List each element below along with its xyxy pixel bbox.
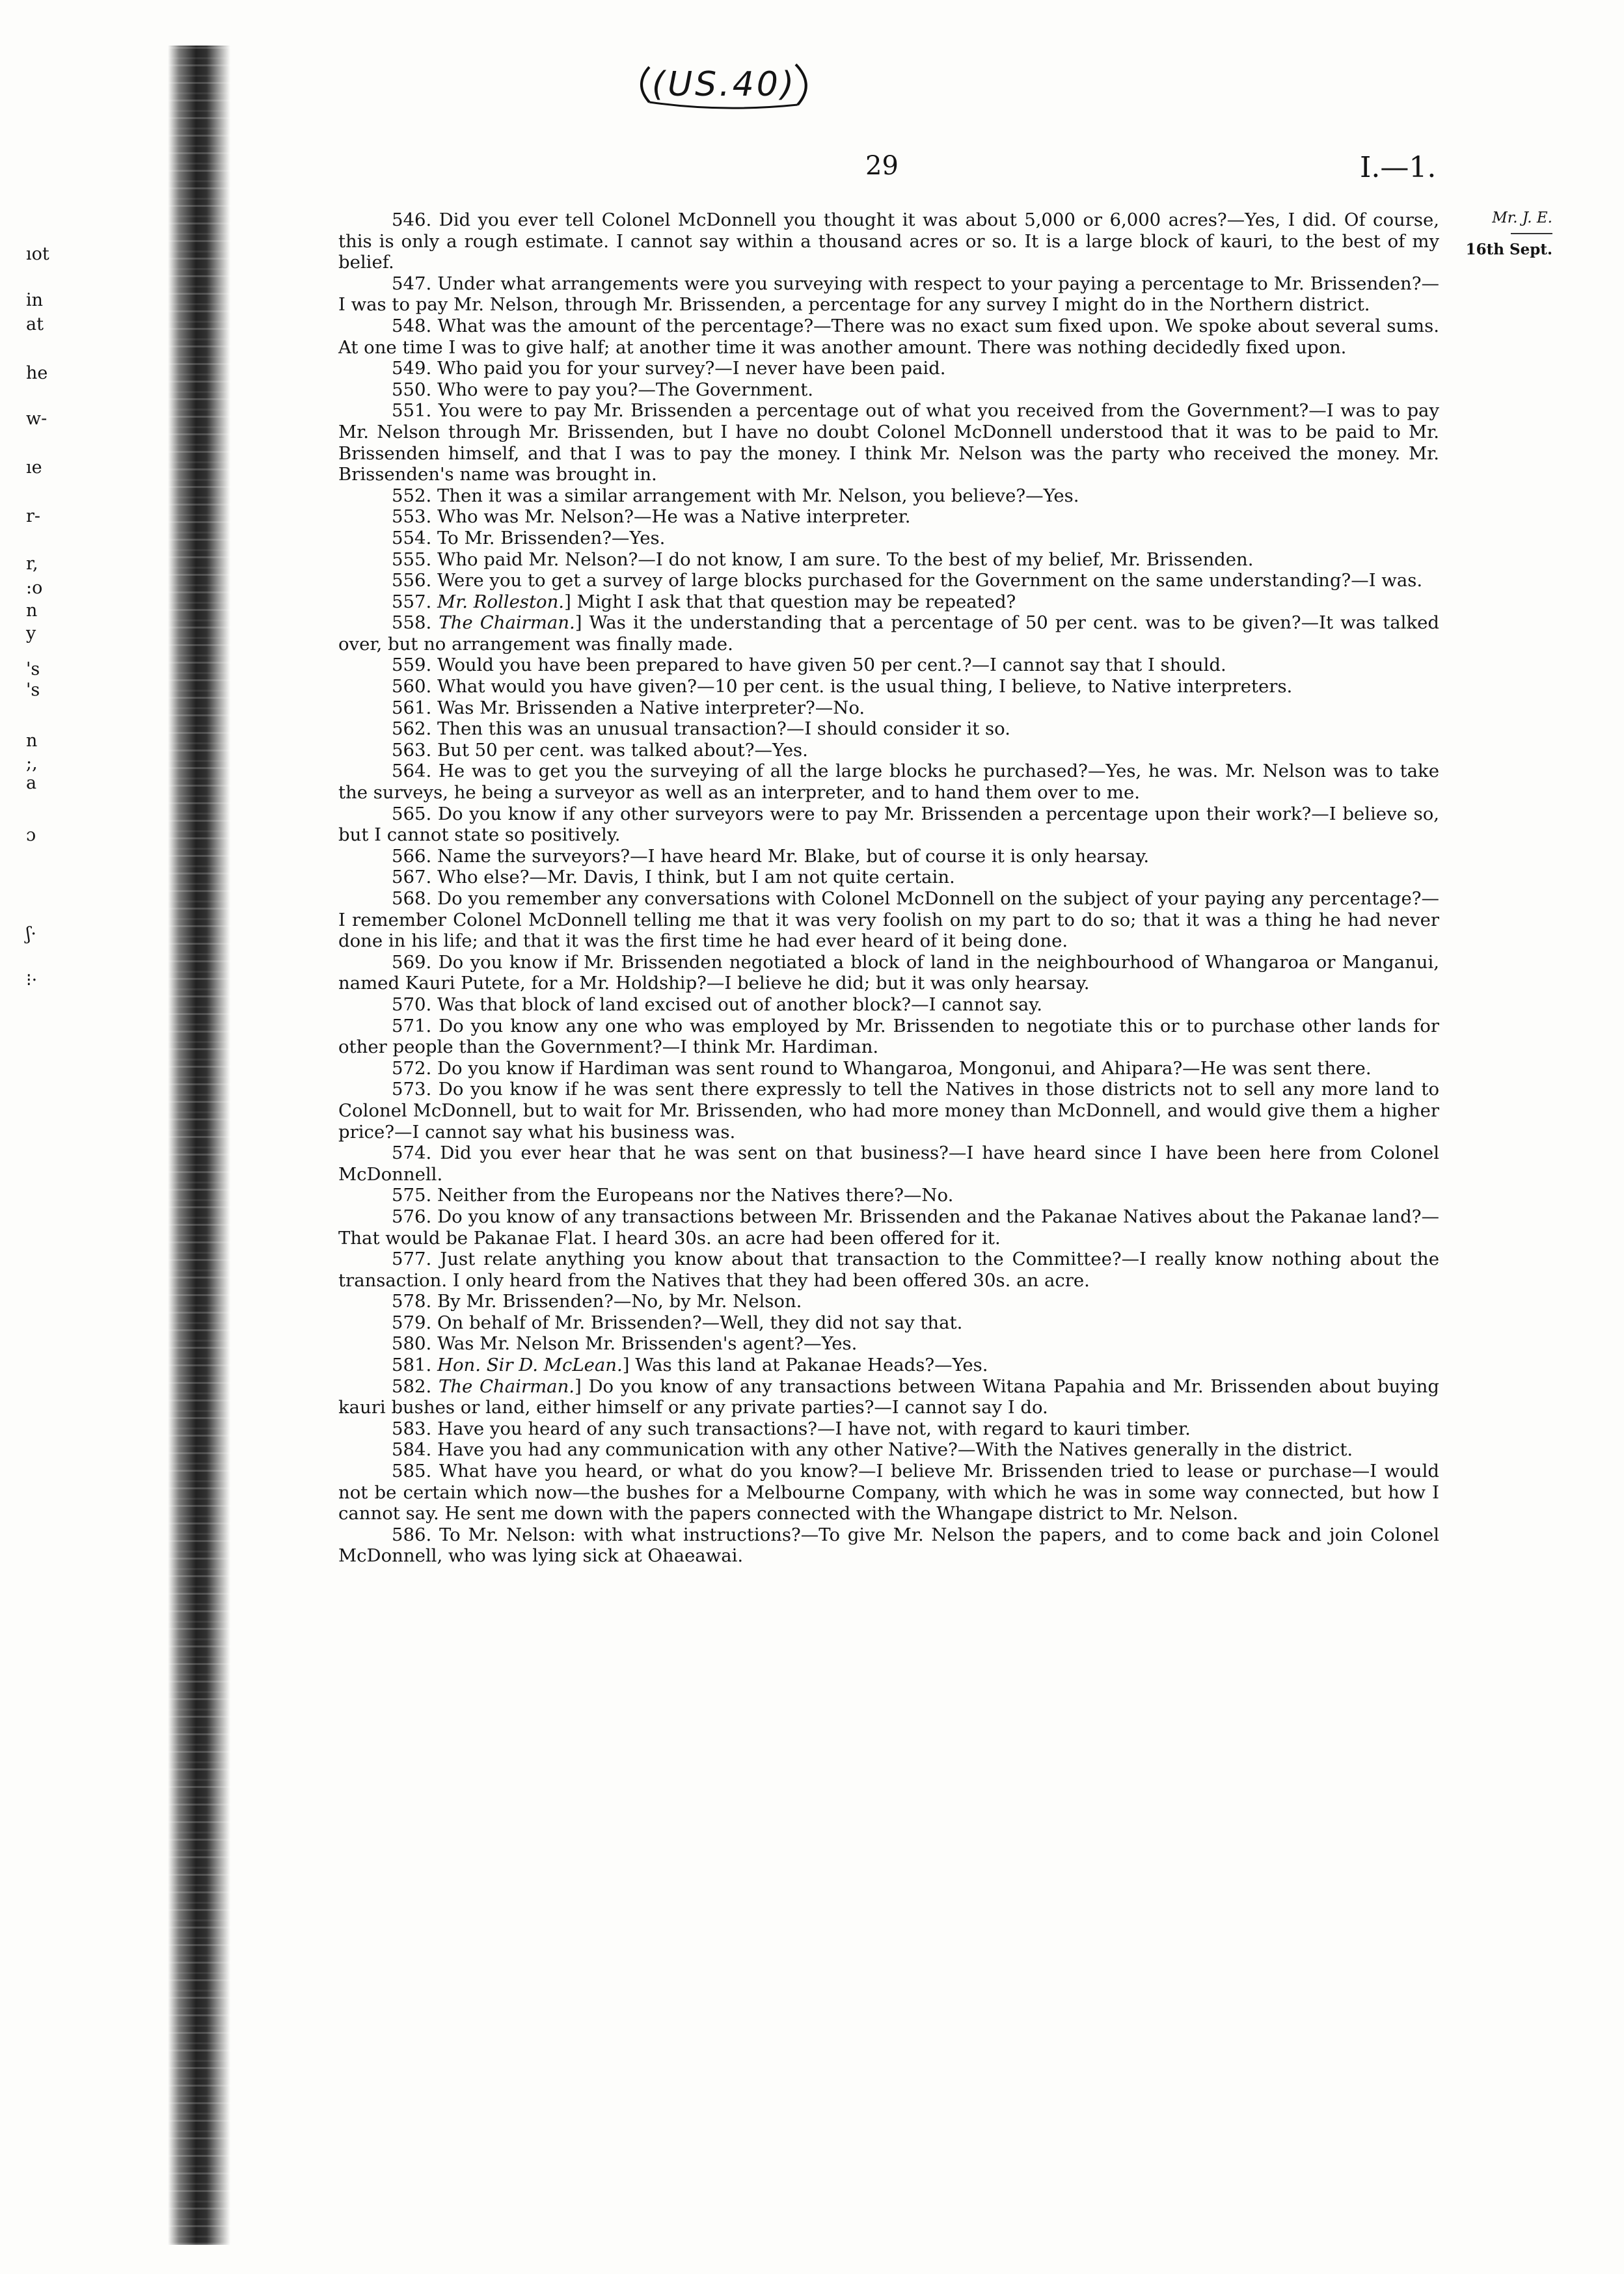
question-answer: 571. Do you know any one who was employed by Mr. Brissenden to negotiate this or to purchase other lands for other people than the Government?—I think Mr. Hardiman. xyxy=(338,1015,1439,1058)
question-answer: 553. Who was Mr. Nelson?—He was a Native interpreter. xyxy=(392,506,911,528)
question-answer: 570. Was that block of land excised out of another block?—I cannot say. xyxy=(392,994,1042,1015)
margin-fragment: ıot xyxy=(26,244,49,264)
margin-fragment: r, xyxy=(26,554,38,574)
question-answer: 566. Name the surveyors?—I have heard Mr. Blake, but of course it is only hearsay. xyxy=(392,845,1150,867)
page-binding-shadow xyxy=(168,46,230,2245)
margin-fragment: n xyxy=(26,601,38,621)
question-answer: 580. Was Mr. Nelson Mr. Brissenden's agent?—Yes. xyxy=(392,1333,858,1355)
speaker-name: Mr. Rolleston. xyxy=(437,591,565,612)
question-answer: 547. Under what arrangements were you surveying with respect to your paying a percentage to Mr. Brissenden?—I was to pay Mr. Nelson, through Mr. Brissenden, a percentage for any survey I might do in the Northern district. xyxy=(338,273,1439,316)
question-answer: 551. You were to pay Mr. Brissenden a percentage out of what you received from the Government?—I was to pay Mr. Nelson through Mr. Brissenden, but I have no doubt Colonel McDonnell understood that it was to be paid to Mr. Brissenden himself, and that I was to pay the money. I think Mr. Nelson was the party who received the money. Mr. Brissenden's name was brought in. xyxy=(338,400,1439,485)
speaker-name: The Chairman. xyxy=(439,612,575,634)
question-answer xyxy=(338,591,1439,613)
stamp-text: (US.40) xyxy=(651,65,797,104)
margin-fragment: ʃ· xyxy=(26,924,36,944)
question-answer: 546. Did you ever tell Colonel McDonnell you thought it was about 5,000 or 6,000 acres?—Yes, I did. Of course, this is only a rough estimate. I cannot say within a thousand acres or so. It is a large block of kauri, to the best of my belief. xyxy=(338,210,1439,273)
question-answer: 555. Who paid Mr. Nelson?—I do not know, I am sure. To the best of my belief, Mr. Brissenden. xyxy=(392,548,1254,570)
question-answer: 568. Do you remember any conversations with Colonel McDonnell on the subject of your paying any percentage?—I remember Colonel McDonnell telling me that it was very foolish on my part to do so; that it was a thing he had never done in his life; and that it was the first time he had ever heard of it being done. xyxy=(338,888,1439,952)
question-answer: 573. Do you know if he was sent there expressly to tell the Natives in those districts not to sell any more land to Colonel McDonnell, but to wait for Mr. Brissenden, who had more money than McDonnell, and would give them a higher price?—I cannot say what his business was. xyxy=(338,1079,1439,1143)
margin-fragment: ⁝· xyxy=(26,970,38,990)
margin-fragment: :o xyxy=(26,578,43,598)
witness-name: Mr. J. E. xyxy=(1492,210,1552,226)
margin-fragment: y xyxy=(26,623,36,643)
question-answer: 572. Do you know if Hardiman was sent round to Whangaroa, Mongonui, and Ahipara?—He was sent there. xyxy=(392,1057,1372,1079)
question-answer: 562. Then this was an unusual transaction?—I should consider it so. xyxy=(392,718,1010,740)
question-answer: 550. Who were to pay you?—The Government. xyxy=(392,379,814,400)
handwritten-reference-stamp xyxy=(630,55,819,114)
question-text: ] Was this land at Pakanae Heads?—Yes. xyxy=(622,1355,988,1376)
margin-fragment: ɔ xyxy=(26,825,36,845)
margin-fragment: ;, xyxy=(26,753,38,774)
question-answer: 569. Do you know if Mr. Brissenden negotiated a block of land in the neighbourhood of Whangaroa or Manganui, named Kauri Putete, for a Mr. Holdship?—I believe he did; but it was only hearsay. xyxy=(338,951,1439,994)
margin-fragment: he xyxy=(26,363,48,383)
question-number: 557. xyxy=(392,591,437,612)
question-answer: 552. Then it was a similar arrangement with Mr. Nelson, you believe?—Yes. xyxy=(392,485,1079,506)
question-answer xyxy=(338,1376,1439,1418)
witness-margin-note xyxy=(1443,210,1552,258)
question-answer: 576. Do you know of any transactions between Mr. Brissenden and the Pakanae Natives about the Pakanae land?—That would be Pakanae Flat. I heard 30s. an acre had been offered for it. xyxy=(338,1206,1439,1249)
question-answer: 559. Would you have been prepared to have given 50 per cent.?—I cannot say that I should. xyxy=(392,655,1226,676)
margin-fragment: at xyxy=(26,314,44,334)
evidence-date: 16th Sept. xyxy=(1465,241,1552,258)
margin-fragment: in xyxy=(26,290,44,310)
question-answer: 578. By Mr. Brissenden?—No, by Mr. Nelson. xyxy=(392,1291,802,1312)
margin-fragment: n xyxy=(26,731,38,751)
question-answer: 579. On behalf of Mr. Brissenden?—Well, they did not say that. xyxy=(392,1312,963,1333)
question-answer: 567. Who else?—Mr. Davis, I think, but I am not quite certain. xyxy=(392,867,955,888)
question-answer: 586. To Mr. Nelson: with what instructions?—To give Mr. Nelson the papers, and to come back and join Colonel McDonnell, who was lying sick at Ohaeawai. xyxy=(338,1524,1439,1567)
question-text: ] Was it the understanding that a percentage of 50 per cent. was to be given?—It was talked over, but no arrangement was finally made. xyxy=(338,612,1439,655)
series-reference: I.—1. xyxy=(1360,151,1437,184)
question-answer: 549. Who paid you for your survey?—I never have been paid. xyxy=(392,358,946,379)
question-answer: 554. To Mr. Brissenden?—Yes. xyxy=(392,527,666,548)
margin-fragment: r- xyxy=(26,506,41,526)
margin-fragment: a xyxy=(26,773,37,793)
question-answer: 575. Neither from the Europeans nor the Natives there?—No. xyxy=(392,1185,954,1206)
margin-fragment: w- xyxy=(26,409,47,429)
question-answer: 563. But 50 per cent. was talked about?—Yes. xyxy=(392,739,808,761)
question-answer: 583. Have you heard of any such transactions?—I have not, with regard to kauri timber. xyxy=(392,1418,1191,1439)
margin-fragment: ıe xyxy=(26,457,42,478)
margin-rule xyxy=(1511,233,1552,234)
question-answer: 565. Do you know if any other surveyors were to pay Mr. Brissenden a percentage upon their work?—I believe so, but I cannot state so positively. xyxy=(338,803,1439,846)
question-answer: 584. Have you had any communication with any other Native?—With the Natives generally in the district. xyxy=(392,1439,1353,1461)
question-answer: 585. What have you heard, or what do you know?—I believe Mr. Brissenden tried to lease or purchase—I would not be certain which now—the bushes for a Melbourne Company, with which he was in some way connected, but how I cannot say. He sent me down with the papers connected with the Whangape district to Mr. Nelson. xyxy=(338,1461,1439,1524)
evidence-text xyxy=(338,210,1439,1567)
margin-fragment: 's xyxy=(26,680,40,700)
question-answer: 561. Was Mr. Brissenden a Native interpreter?—No. xyxy=(392,697,865,718)
speaker-name: The Chairman. xyxy=(438,1375,575,1397)
question-answer: 556. Were you to get a survey of large blocks purchased for the Government on the same understanding?—I was. xyxy=(392,570,1423,591)
question-number: 581. xyxy=(392,1355,437,1376)
question-answer: 577. Just relate anything you know about that transaction to the Committee?—I really know nothing about the transaction. I only heard from the Natives that they had been offered 30s. an acre. xyxy=(338,1249,1439,1291)
question-text: ] Do you know of any transactions between Witana Papahia and Mr. Brissenden about buying kauri bushes or land, either himself or any private parties?—I cannot say I do. xyxy=(338,1375,1439,1418)
question-text: ] Might I ask that that question may be repeated? xyxy=(564,591,1016,612)
question-answer: 564. He was to get you the surveying of all the large blocks he purchased?—Yes, he was. Mr. Nelson was to take the surveys, he being a surveyor as well as an interpreter, and to hand them over to me. xyxy=(338,761,1439,804)
question-number: 582. xyxy=(392,1375,439,1397)
question-answer: 574. Did you ever hear that he was sent on that business?—I have heard since I have been here from Colonel McDonnell. xyxy=(338,1143,1439,1185)
question-answer xyxy=(338,1355,1439,1376)
speaker-name: Hon. Sir D. McLean. xyxy=(437,1355,623,1376)
question-answer: 560. What would you have given?—10 per cent. is the usual thing, I believe, to Native interpreters. xyxy=(392,676,1293,697)
question-answer xyxy=(338,612,1439,655)
question-answer: 548. What was the amount of the percentage?—There was no exact sum fixed upon. We spoke about several sums. At one time I was to give half; at another time it was another amount. There was nothing decidedly fixed upon. xyxy=(338,315,1439,358)
page-number: 29 xyxy=(865,151,899,181)
question-number: 558. xyxy=(392,612,439,634)
margin-fragment: 's xyxy=(26,659,40,679)
